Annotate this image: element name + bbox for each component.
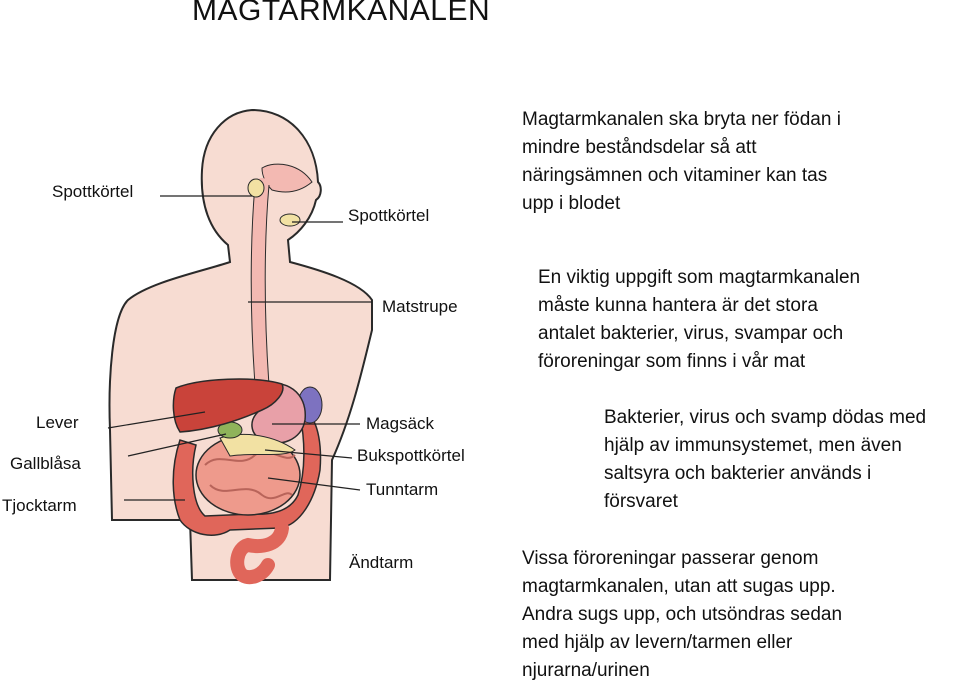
paragraph-3: [604, 404, 926, 516]
paragraph-line: antalet bakterier, virus, svampar och: [538, 323, 844, 344]
label-spottkortel-left: Spottkörtel: [52, 182, 134, 201]
paragraph-line: mindre beståndsdelar så att: [522, 137, 757, 158]
paragraph-line: näringsämnen och vitaminer kan tas: [522, 165, 828, 186]
label-magsack: Magsäck: [366, 414, 435, 433]
salivary-gland-lower: [280, 214, 300, 226]
label-matstrupe: Matstrupe: [382, 297, 458, 316]
paragraph-line: med hjälp av levern/tarmen eller: [522, 632, 793, 653]
paragraph-line: saltsyra och bakterier används i: [604, 463, 872, 484]
paragraph-line: Bakterier, virus och svamp dödas med: [604, 407, 927, 428]
paragraph-line: hjälp av immunsystemet, men även: [604, 435, 902, 456]
paragraph-line: njurarna/urinen: [522, 660, 650, 681]
paragraph-line: En viktig uppgift som magtarmkanalen: [538, 267, 861, 288]
paragraph-line: Andra sugs upp, och utsöndras sedan: [522, 604, 843, 625]
label-tjocktarm: Tjocktarm: [2, 496, 77, 515]
paragraph-4: [522, 545, 842, 685]
paragraph-2: [538, 264, 860, 376]
salivary-gland-upper: [248, 179, 264, 197]
label-lever: Lever: [36, 413, 79, 432]
paragraph-line: Vissa föroreningar passerar genom: [522, 548, 819, 569]
paragraph-line: måste kunna hantera är det stora: [538, 295, 818, 316]
label-tunntarm: Tunntarm: [366, 480, 439, 499]
paragraph-line: föroreningar som finns i vår mat: [538, 351, 806, 372]
esophagus-tube: [258, 185, 262, 385]
paragraph-line: magtarmkanalen, utan att sugas upp.: [522, 576, 836, 597]
label-gallblasa: Gallblåsa: [10, 454, 81, 473]
paragraph-1: [522, 106, 841, 218]
label-andtarm: Ändtarm: [349, 553, 414, 572]
page-title: MAGTARMKANALEN: [192, 0, 491, 27]
paragraph-line: försvaret: [604, 491, 678, 512]
label-bukspottkortel: Bukspottkörtel: [357, 446, 465, 465]
label-spottkortel-right: Spottkörtel: [348, 206, 430, 225]
paragraph-line: Magtarmkanalen ska bryta ner födan i: [522, 109, 841, 130]
paragraph-line: upp i blodet: [522, 193, 621, 214]
